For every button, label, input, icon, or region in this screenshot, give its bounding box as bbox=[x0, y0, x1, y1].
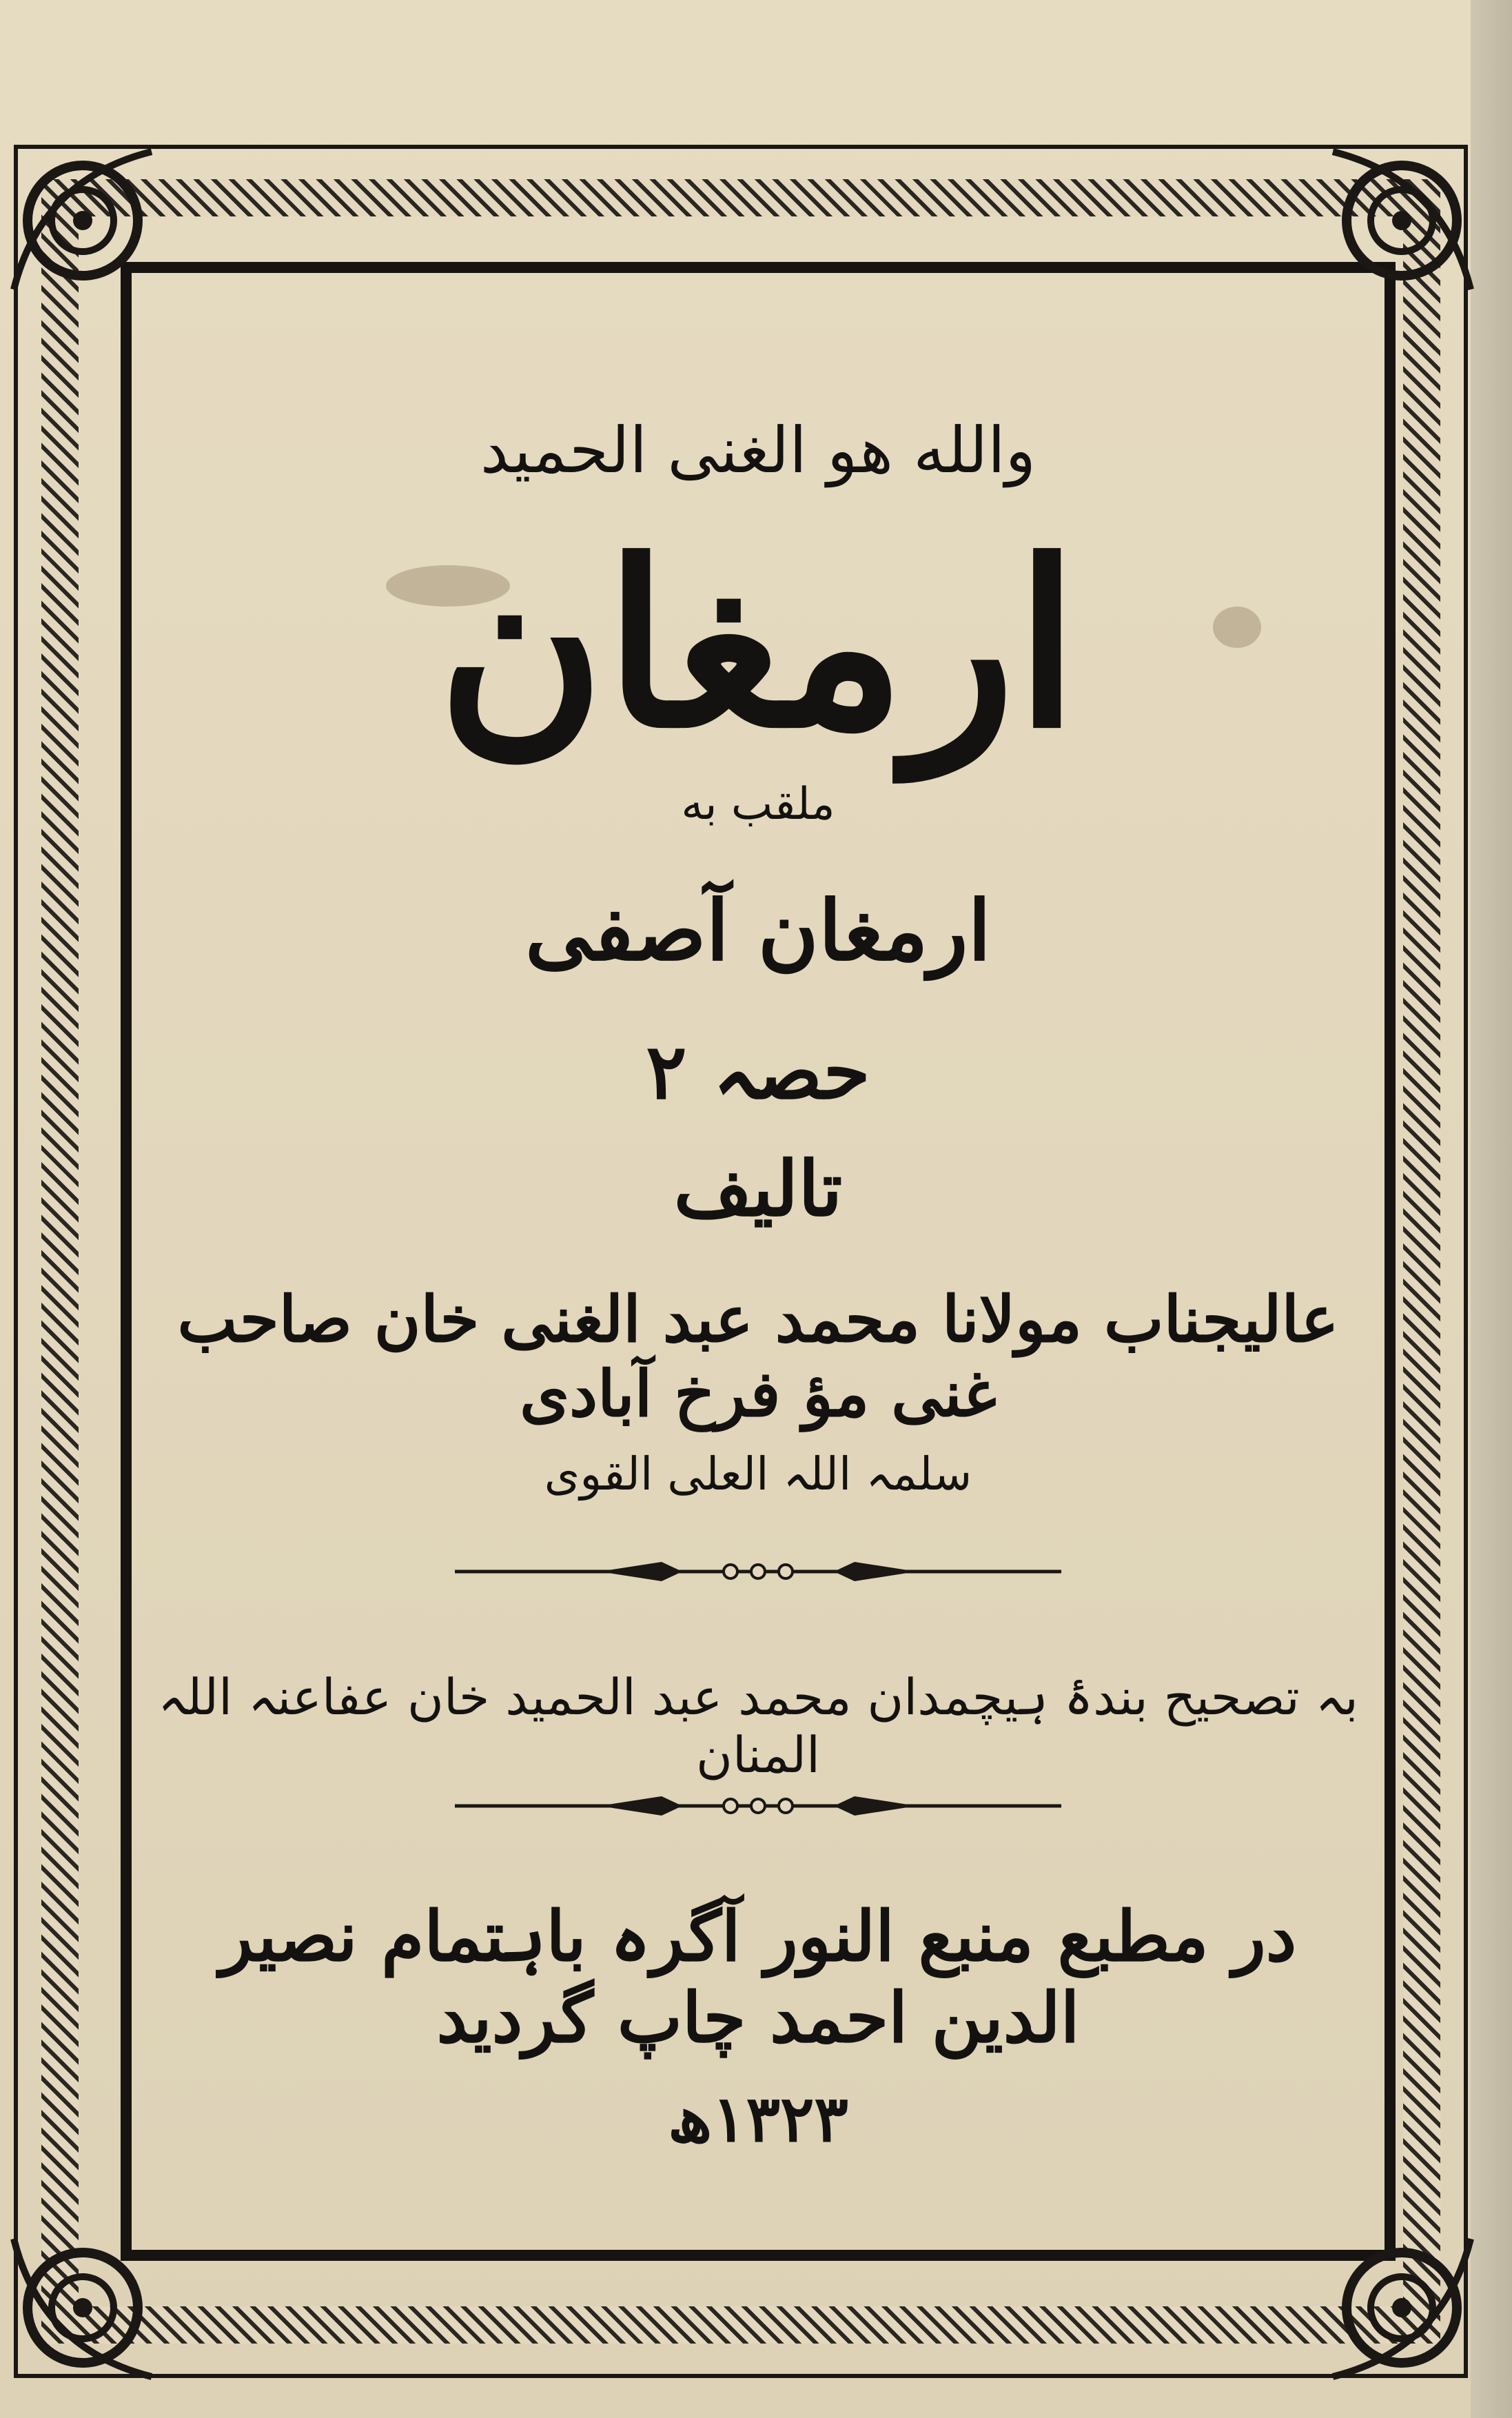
ornamental-corner-icon bbox=[1319, 2225, 1484, 2390]
editor-credit: بہ تصحیح بندۂ ہیچمدان محمد عبد الحمید خان عفاعنہ اللہ المنان bbox=[158, 1668, 1358, 1784]
ornamental-divider-icon bbox=[455, 1558, 1061, 1585]
publication-year: ۱۳۲۳ھ bbox=[668, 2082, 848, 2156]
part-number: حصہ ۲ bbox=[646, 1027, 870, 1116]
press-imprint: در مطبع منبع النور آگرہ باہتمام نصیر الدین احمد چاپ گردید bbox=[219, 1896, 1297, 2058]
ornamental-divider-icon bbox=[455, 1792, 1061, 1820]
binding-edge bbox=[1471, 0, 1512, 2418]
authored-label: تالیف bbox=[673, 1144, 843, 1233]
ornamental-corner-icon bbox=[0, 138, 165, 303]
author-blessing: سلمہ اللہ العلی القوی bbox=[544, 1447, 972, 1501]
subtitle-prefix: ملقب به bbox=[681, 779, 835, 830]
book-title: ارمغان bbox=[438, 511, 1079, 778]
book-subtitle: ارمغان آصفی bbox=[525, 882, 991, 979]
invocation: والله هو الغنی الحمید bbox=[480, 414, 1036, 487]
author-name: عالیجناب مولانا محمد عبد الغنی خان صاحب غنی مؤ فرخ آبادی bbox=[177, 1282, 1339, 1431]
ornamental-corner-icon bbox=[1319, 138, 1484, 303]
ornamental-corner-icon bbox=[0, 2225, 165, 2390]
